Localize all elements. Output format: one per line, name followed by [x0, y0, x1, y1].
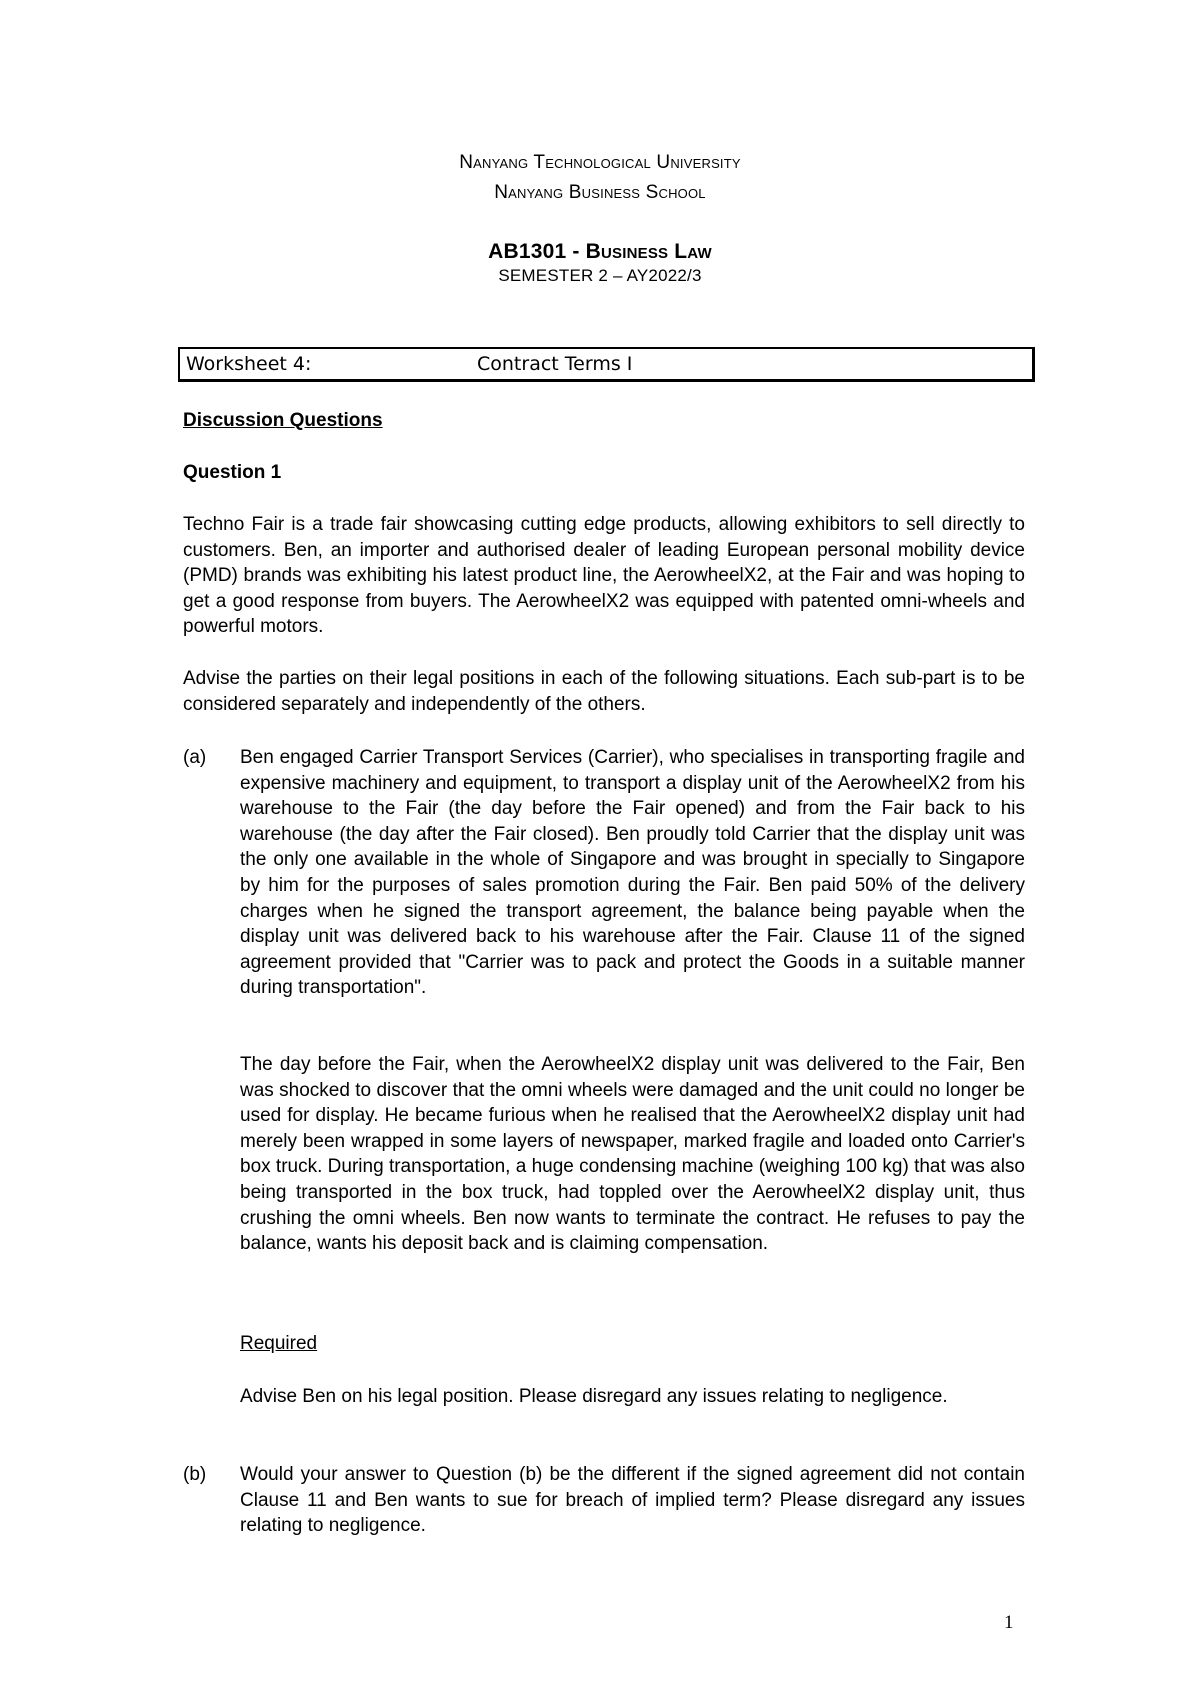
course-title	[0, 240, 1200, 264]
worksheet-topic: Contract Terms I	[477, 353, 633, 375]
required-heading: Required	[240, 1333, 318, 1354]
part-a-paragraph-2: The day before the Fair, when the AerowheelX2 display unit was delivered to the Fair, Ben was shocked to discover that the omni wheels were damaged and the unit could no longer be used for display. He became furious when he realised that the AerowheelX2 display unit had merely been wrapped in some layers of newspaper, marked fragile and loaded onto Carrier's box truck. During transportation, a huge condensing machine (weighing 100 kg) that was also being transported in the box truck, had toppled over the AerowheelX2 display unit, thus crushing the omni wheels. Ben now wants to terminate the contract. He refuses to pay the balance, wants his deposit back and is claiming compensation.	[240, 1054, 1025, 1255]
question-intro: Techno Fair is a trade fair showcasing cutting edge products, allowing exhibitors to sell directly to customers. Ben, an importer and authorised dealer of leading European personal mobility device (PMD) brands was exhibiting his latest product line, the AerowheelX2, at the Fair and was hoping to get a good response from buyers. The AerowheelX2 was equipped with patented omni-wheels and powerful motors.	[183, 514, 1025, 638]
part-a-paragraph-1: Ben engaged Carrier Transport Services (Carrier), who specialises in transporting fragile and expensive machinery and equipment, to transport a display unit of the AerowheelX2 from his warehouse to the Fair (the day before the Fair opened) and from the Fair back to his warehouse (the day after the Fair closed). Ben proudly told Carrier that the display unit was the only one available in the whole of Singapore and was brought in specially to Singapore by him for the purposes of sales promotion during the Fair. Ben paid 50% of the delivery charges when he signed the transport agreement, the balance being payable when the display unit was delivered back to his warehouse after the Fair. Clause 11 of the signed agreement provided that "Carrier was to pack and protect the Goods in a suitable manner during transportation".	[240, 747, 1025, 999]
section-title: Discussion Questions	[183, 410, 383, 431]
part-a-label: (a)	[183, 747, 207, 768]
course-code: AB1301	[488, 240, 567, 263]
school-name: Nanyang Business School	[494, 182, 706, 203]
page-number: 1	[1004, 1612, 1014, 1633]
university-name: Nanyang Technological University	[459, 152, 741, 173]
worksheet-box	[178, 347, 1035, 382]
part-b-label: (b)	[183, 1464, 207, 1485]
course-separator: -	[566, 240, 586, 263]
question-instructions: Advise the parties on their legal positions in each of the following situations. Each sub-part is to be considered separately and independently of the others.	[183, 668, 1025, 715]
course-name: Business Law	[585, 240, 712, 263]
question-title: Question 1	[183, 462, 282, 483]
semester: SEMESTER 2 – AY2022/3	[498, 266, 702, 285]
required-text: Advise Ben on his legal position. Please disregard any issues relating to negligence.	[240, 1386, 948, 1407]
part-b-text: Would your answer to Question (b) be the different if the signed agreement did not contain Clause 11 and Ben wants to sue for breach of implied term? Please disregard any issues relating to negligence.	[240, 1464, 1025, 1537]
worksheet-label: Worksheet 4:	[186, 353, 312, 375]
